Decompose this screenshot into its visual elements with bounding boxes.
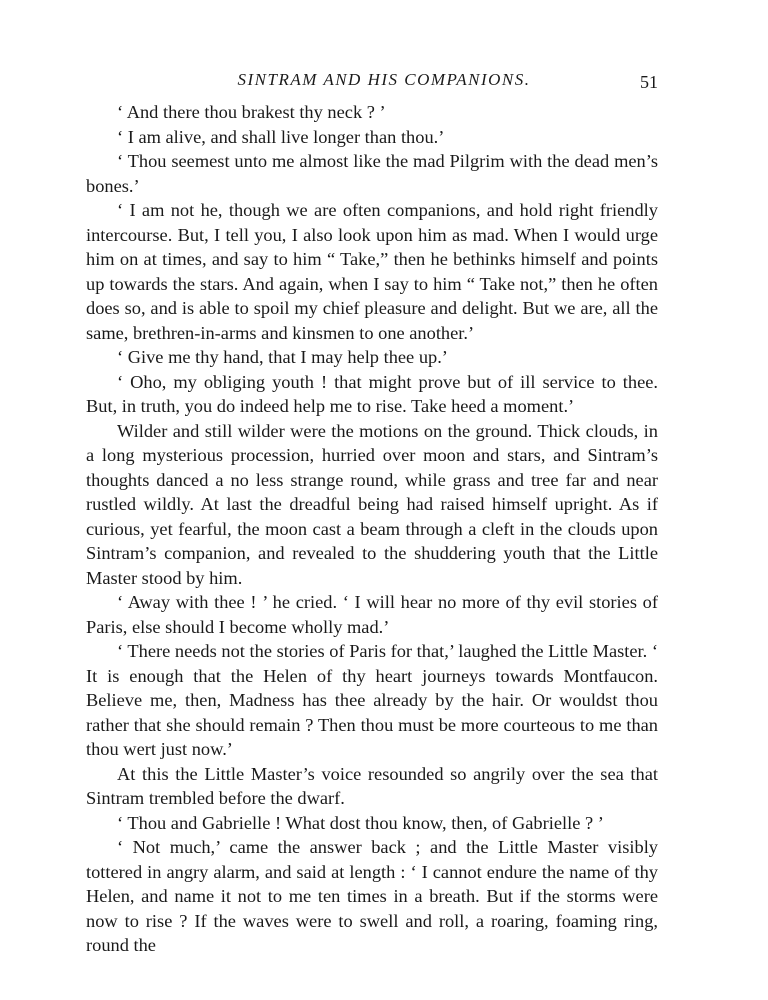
page-number: 51	[640, 72, 658, 92]
body-text	[86, 100, 658, 958]
paragraph: ‘ I am alive, and shall live longer than thou.’	[117, 126, 445, 147]
paragraph: ‘ Away with thee ! ’ he cried. ‘ I will hear no more of thy evil stories of Paris, else should I become wholly mad.’	[86, 592, 658, 637]
paragraph: ‘ There needs not the stories of Paris for that,’ laughed the Little Master. ‘ It is enough that the Helen of thy heart journeys towards Montfaucon. Believe me, then, Madness has thee already by the hair. Or wouldst thou rather that she should remain ? Then thou must be more courteous to me than thou wert just now.’	[86, 641, 658, 759]
running-head	[0, 70, 768, 96]
paragraph: Wilder and still wilder were the motions on the ground. Thick clouds, in a long mysterious procession, hurried over moon and stars, and Sintram’s thoughts danced a no less strange round, while grass and tree far and near rustled wildly. At last the dreadful being had raised himself upright. As if curious, yet fearful, the moon cast a beam through a cleft in the clouds upon Sintram’s companion, and revealed to the shuddering youth that the Little Master stood by him.	[86, 420, 658, 588]
paragraph: ‘ Give me thy hand, that I may help thee up.’	[117, 347, 448, 367]
paragraph: ‘ I am not he, though we are often companions, and hold right friendly intercourse. But, I tell you, I also look upon him as mad. When I would urge him on at times, and say to him “ Take,” then he bethinks himself and points up towards the stars. And again, when I say to him “ Take not,” then he often does so, and is able to spoil my chief pleasure and delight. But we are, all the same, brethren-in-arms and kinsmen to one another.’	[86, 200, 658, 343]
paragraph: ‘ Thou seemest unto me almost like the mad Pilgrim with the dead men’s bones.’	[86, 151, 658, 196]
paragraph: ‘ Not much,’ came the answer back ; and the Little Master visibly tottered in angry alarm, and said at length : ‘ I cannot endure the name of thy Helen, and name it not to me ten times in a breath. But if the storms were now to rise ? If the waves were to swell and roll, a roaring, foaming ring, round the	[86, 837, 658, 955]
paragraph: ‘ Oho, my obliging youth ! that might prove but of ill service to thee. But, in truth, you do indeed help me to rise. Take heed a moment.’	[86, 371, 658, 416]
paragraph: ‘ And there thou brakest thy neck ? ’	[117, 102, 386, 122]
paragraph: ‘ Thou and Gabrielle ! What dost thou know, then, of Gabrielle ? ’	[117, 812, 604, 833]
running-title: SINTRAM AND HIS COMPANIONS.	[237, 70, 531, 89]
paragraph: At this the Little Master’s voice resounded so angrily over the sea that Sintram trembled before the dwarf.	[86, 763, 658, 808]
